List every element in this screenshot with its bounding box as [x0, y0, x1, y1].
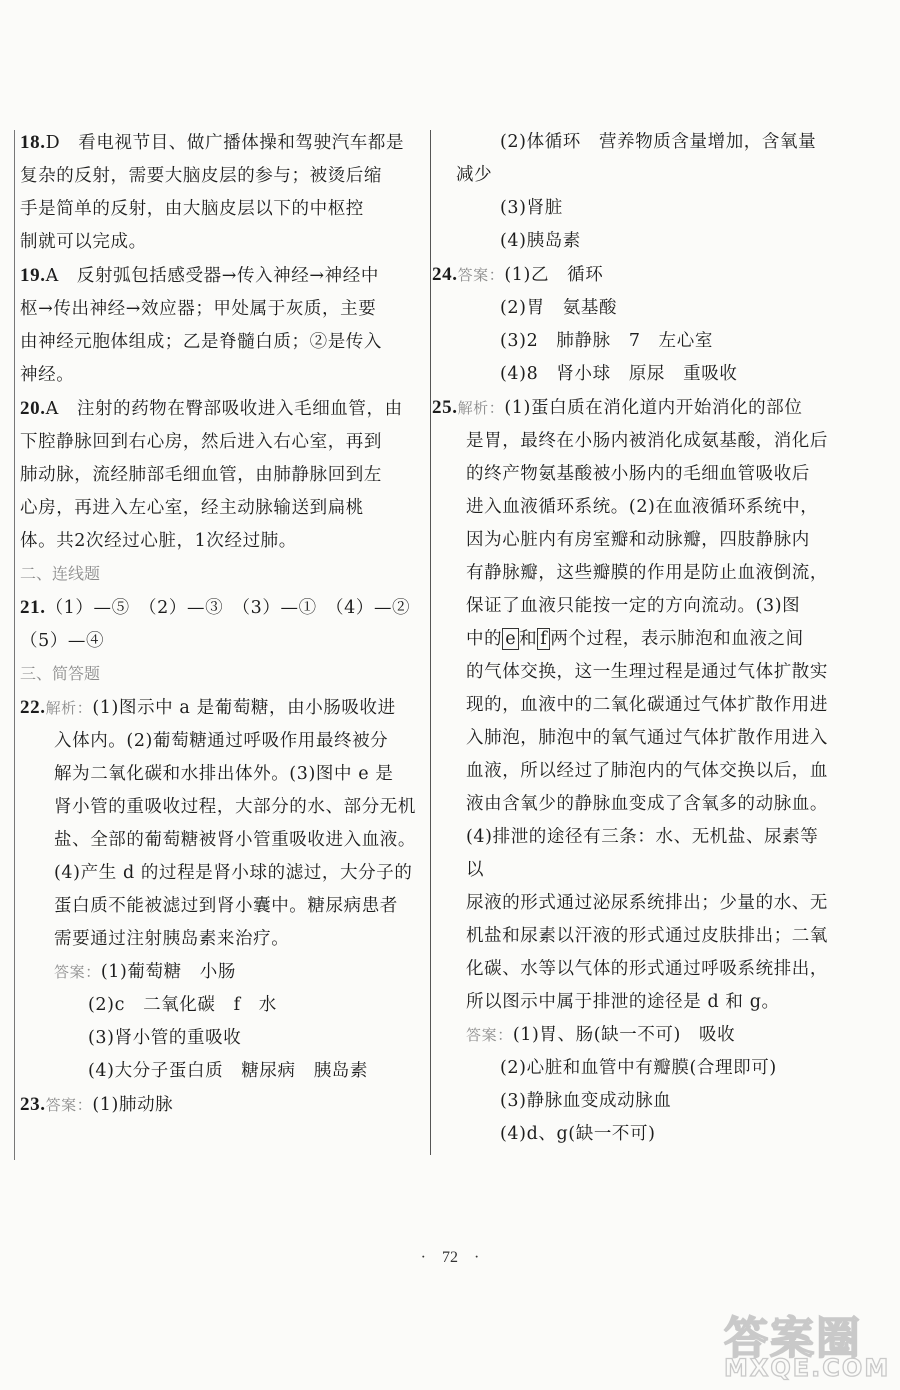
section-matching-heading: 二、连线题 [20, 566, 101, 583]
analysis-tag: 解析： [45, 700, 93, 717]
answer-tag: 答案： [466, 1027, 513, 1044]
q22-number: 22. [20, 697, 46, 718]
question-25: 25.解析：(1)蛋白质在消化道内开始消化的部位 是胃，最终在小肠内被消化成氨基酸，消化后 的终产物氨基酸被小肠内的毛细血管吸收后 进入血液循环系统。(2)在血液循环系统中， 因为心脏内有房室瓣和动脉瓣，四肢静脉内 有静脉瓣，这些瓣膜的作用是防止血液倒流， 保证了血液只能按一定的方向流动。(3)图 中的 e 和 f 两个过程，表示肺泡和血液之间 的气体交换，这一生理过程是通过气体扩散实 现的，血液中的二氧化碳通过气体扩散作用进 入肺泡，肺泡中的氧气通过气体扩散作用进入 血液，所以经过了肺泡内的气体交换以后，血 液由含氧少的静脉血变成了含氧多的动脉血。 (4)排泄的途径有三条：水、无机盐、尿素等以 尿液的形式通过泌尿系统排出；少量的水、无 机盐和尿素以汗液的形式通过皮肤排出；二氧 化碳、水等以气体的形式通过呼吸系统排出， 所以图示中属于排泄的途径是 d 和 g。 答案：(1)胃、肠(缺一不可) 吸收 (2)心脏和血管中有瓣膜(合理即可) (3)静脉血变成动脉血 (4)d、g(缺一不可) [432, 397, 828, 1144]
question-22: 22.解析：(1)图示中 a 是葡萄糖，由小肠吸收进 入体内。(2)葡萄糖通过呼吸作用最终被分 解为二氧化碳和水排出体外。(3)图中 e 是 肾小管的重吸收过程，大部分的水、部分无机 盐、全部的葡萄糖被肾小管重吸收进入血液。 (4)产生 d 的过程是肾小球的滤过，大分子的 蛋白质不能被滤过到肾小囊中。糖尿病患者 需要通过注射胰岛素来治疗。 答案：(1)葡萄糖 小肠 (2)c 二氧化碳 f 水 (3)肾小管的重吸收 (4)大分子蛋白质 糖尿病 胰岛素 [20, 697, 416, 1081]
question-21: 21.（1）—⑤ （2）—③ （3）—① （4）—② （5）—④ [20, 597, 411, 651]
answer-tag: 答案： [45, 1097, 93, 1114]
q18-number: 18. [20, 132, 46, 153]
watermark-url: MXQE.COM [724, 1354, 891, 1382]
question-24: 24.答案：(1)乙 循环 (2)胃 氨基酸 (3)2 肺静脉 7 左心室 (4)8 肾小球 原尿 重吸收 [432, 264, 738, 384]
question-23-continued: (2)体循环 营养物质含量增加，含氧量 减少 (3)肾脏 (4)胰岛素 [456, 132, 817, 251]
q20-number: 20. [20, 398, 46, 419]
right-column [432, 126, 834, 1151]
page-number: · 72 · [420, 1249, 480, 1266]
left-column [20, 126, 425, 1122]
q19-number: 19. [20, 265, 46, 286]
q23-number: 23. [20, 1094, 46, 1115]
q24-number: 24. [432, 264, 458, 285]
left-margin-line [14, 130, 15, 1160]
question-23: 23.答案：(1)肺动脉 [20, 1094, 174, 1115]
watermark-logo [720, 1302, 896, 1384]
q21-number: 21. [20, 597, 46, 618]
answer-tag: 答案： [54, 964, 101, 981]
watermark-text: 答案圈 [724, 1313, 862, 1364]
section-short-answer-heading: 三、简答题 [20, 666, 101, 683]
column-divider [430, 130, 431, 1155]
boxed-label-f: f [537, 628, 550, 650]
question-19: 19.A 反射弧包括感受器→传入神经→神经中 枢→传出神经→效应器；甲处属于灰质，主要 由神经元胞体组成；乙是脊髓白质；②是传入 神经。 [20, 265, 382, 385]
answer-tag: 答案： [457, 267, 505, 284]
q25-number: 25. [432, 397, 458, 418]
boxed-label-e: e [502, 628, 519, 650]
question-18: 18.D 看电视节目、做广播体操和驾驶汽车都是 复杂的反射，需要大脑皮层的参与；被烫后缩 手是简单的反射，由大脑皮层以下的中枢控 制就可以完成。 [20, 132, 405, 252]
question-20: 20.A 注射的药物在臀部吸收进入毛细血管，由 下腔静脉回到右心房，然后进入右心室，再到 肺动脉，流经肺部毛细血管，由肺静脉回到左 心房，再进入左心室，经主动脉输送到扁桃 体。共2次经过心脏，1次经过肺。 [20, 398, 403, 551]
analysis-tag: 解析： [457, 400, 505, 417]
